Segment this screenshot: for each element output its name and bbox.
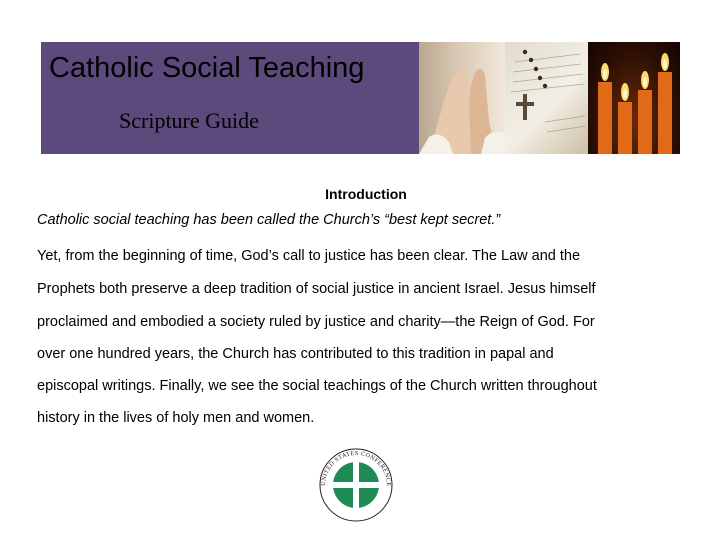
intro-italic-line: Catholic social teaching has been called the Church’s “best kept secret.”: [37, 212, 501, 228]
bible-rosary-photo: [505, 42, 588, 154]
body-line: proclaimed and embodied a society ruled by justice and charity—the Reign of God. For: [37, 314, 595, 330]
body-line: Prophets both preserve a deep tradition of social justice in ancient Israel. Jesus himself: [37, 281, 596, 297]
title-banner: [41, 42, 419, 154]
page-subtitle: Scripture Guide: [119, 108, 259, 133]
candles-photo: [588, 42, 680, 154]
page-title: Catholic Social Teaching: [49, 52, 365, 84]
body-line: over one hundred years, the Church has contributed to this tradition in papal and: [37, 346, 554, 362]
body-line: Yet, from the beginning of time, God’s call to justice has been clear. The Law and the: [37, 248, 581, 264]
body-line: episcopal writings. Finally, we see the social teachings of the Church written throughout: [37, 378, 597, 394]
logo-text: UNITED STATES CONFERENCE: [319, 449, 393, 487]
introduction-heading: Introduction: [325, 186, 407, 202]
body-line: history in the lives of holy men and women.: [37, 410, 315, 426]
praying-hands-photo: [419, 42, 505, 154]
usccb-logo: [311, 440, 401, 524]
